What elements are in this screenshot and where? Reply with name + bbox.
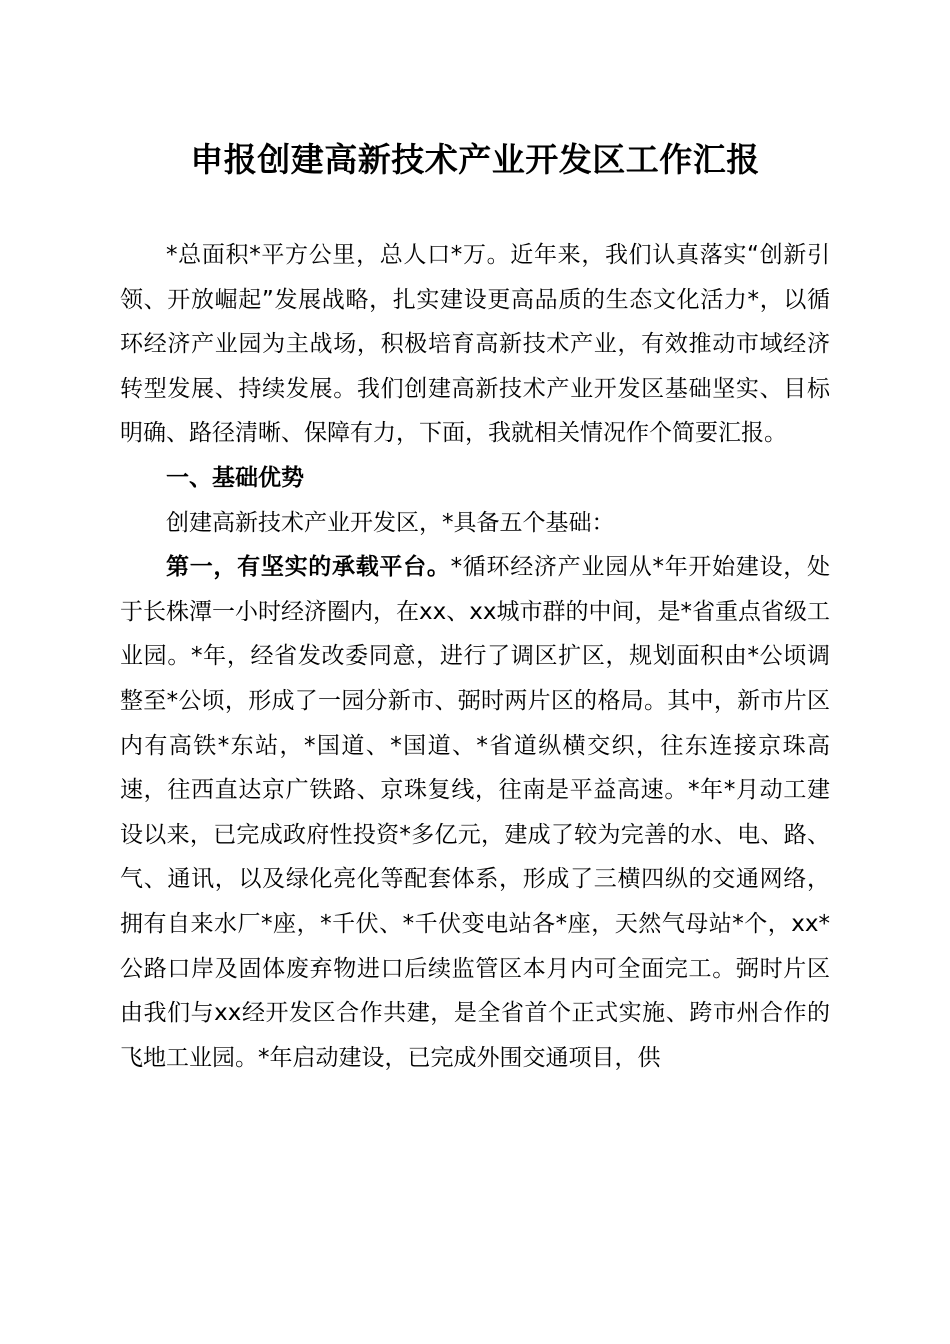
first-basis-paragraph [120, 545, 830, 1080]
first-basis-body: *循环经济产业园从*年开始建设，处于长株潭一小时经济圈内，在xx、xx城市群的中间，是*省重点省级工业园。*年，经省发改委同意，进行了调区扩区，规划面积由*公顷调整至*公顷，形成了一园分新市、弼时两片区的格局。其中，新市片区内有高铁*东站，*国道、*国道、*省道纵横交织，往东连接京珠高速，往西直达京广铁路、京珠复线，往南是平益高速。*年*月动工建设以来，已完成政府性投资*多亿元，建成了较为完善的水、电、路、气、通讯，以及绿化亮化等配套体系，形成了三横四纵的交通网络，拥有自来水厂*座，*千伏、*千伏变电站各*座，天然气母站*个，xx*公路口岸及固体废弃物进口后续监管区本月内可全面完工。弼时片区由我们与xx经开发区合作共建，是全省首个正式实施、跨市州合作的飞地工业园。*年启动建设，已完成外围交通项目，供 [120, 554, 831, 1071]
document-body [120, 233, 830, 1080]
document-title: 申报创建高新技术产业开发区工作汇报 [190, 140, 760, 179]
first-basis-lead: 第一，有坚实的承载平台。 [166, 554, 451, 581]
intro-paragraph: *总面积*平方公里，总人口*万。近年来，我们认真落实“创新引领、开放崛起”发展战略，扎实建设更高品质的生态文化活力*，以循环经济产业园为主战场，积极培育高新技术产业，有效推动市域经济转型发展、持续发展。我们创建高新技术产业开发区基础坚实、目标明确、路径清晰、保障有力，下面，我就相关情况作个简要汇报。 [120, 242, 830, 447]
basis-intro-paragraph: 创建高新技术产业开发区，*具备五个基础： [166, 509, 615, 536]
section-heading-basis: 一、基础优势 [166, 464, 304, 491]
